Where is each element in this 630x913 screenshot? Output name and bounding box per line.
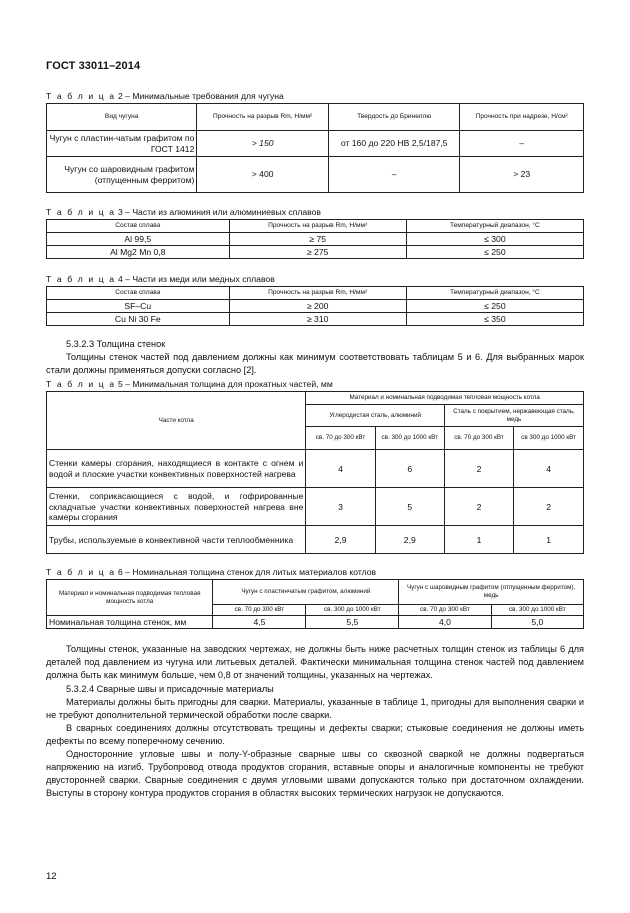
table-6-range: св. 300 до 1000 кВт	[491, 605, 583, 616]
caption-lead: Т а б л и ц а	[46, 274, 116, 284]
table-5-header-parts: Части котла	[47, 392, 306, 450]
table-cell: 2,9	[306, 526, 375, 554]
table-cell: 4	[306, 450, 375, 488]
table-cell: 3	[306, 488, 375, 526]
table-4-header-temperature: Температурный диапазон, °С	[406, 287, 583, 300]
document-page	[46, 60, 584, 800]
table-2-header-type: Вид чугуна	[47, 104, 197, 131]
table-5-range: св. 300 до 1000 кВт	[375, 427, 444, 450]
table-2-caption	[46, 91, 584, 101]
caption-text: 2 – Минимальные требования для чугуна	[115, 91, 284, 101]
table-2	[46, 103, 584, 193]
table-3	[46, 219, 584, 259]
table-cell: 1	[514, 526, 584, 554]
table-cell: ≥ 75	[229, 233, 406, 246]
table-cell: SF–Cu	[47, 300, 230, 313]
table-5-range: св. 70 до 300 кВт	[444, 427, 513, 450]
section-title-5324: 5.3.2.4 Сварные швы и присадочные материалы	[66, 683, 274, 694]
table-cell: Cu Ni 30 Fe	[47, 313, 230, 326]
table-2-header-notch: Прочность при надрезе, Н/см²	[460, 104, 584, 131]
table-cell: Чугун с пластин-чатым графитом по ГОСТ 1412	[47, 131, 197, 157]
caption-lead: Т а б л и ц а	[46, 91, 116, 101]
table-2-header-strength: Прочность на разрыв Rm, Н/мм²	[197, 104, 329, 131]
table-3-header-alloy: Состав сплава	[47, 220, 230, 233]
table-row-label: Стенки, соприкасающиеся с водой, и гофрированные складчатые участки конвективных поверхностей нагрева вне камеры сгорания	[47, 488, 306, 526]
table-3-caption	[46, 207, 584, 217]
caption-text: 5 – Минимальная толщина для прокатных частей, мм	[115, 379, 333, 390]
paragraph: В сварных соединениях должны отсутствовать трещины и дефекты сварки; стыковые соединения не должны иметь дефекты по всему поперечному сечению.	[46, 722, 584, 746]
table-cell: ≤ 250	[406, 300, 583, 313]
table-cell: 5,0	[491, 616, 583, 629]
table-cell: ≥ 200	[229, 300, 406, 313]
table-cell: 4,0	[399, 616, 491, 629]
table-4	[46, 286, 584, 326]
table-cell: Чугун со шаровидным графитом (отпущенным ферритом)	[47, 157, 197, 193]
page-number: 12	[46, 871, 57, 882]
table-5-header-group: Материал и номинальная подводимая тепловая мощность котла	[306, 392, 584, 405]
table-row-label: Стенки камеры сгорания, находящиеся в контакте с огнем и водой и плоские участки конвективных поверхностей нагрева	[47, 450, 306, 488]
table-cell: 4	[514, 450, 584, 488]
table-cell: ≥ 275	[229, 246, 406, 259]
table-6-header-spheroid: Чугун с шаровидным графитом (отпущенным ферритом), медь	[399, 580, 584, 605]
table-cell: ≥ 310	[229, 313, 406, 326]
table-6-header-material: Материал и номинальная подводимая тепловая мощность котла	[47, 580, 213, 616]
table-2-header-hardness: Твердость до Бринеллю	[328, 104, 460, 131]
section-title-5323: 5.3.2.3 Толщина стенок	[66, 339, 166, 349]
table-cell: 6	[375, 450, 444, 488]
table-cell: ≤ 300	[406, 233, 583, 246]
table-cell: ≤ 350	[406, 313, 583, 326]
table-6-header-lamellar: Чугун с пластинчатым графитом, алюминий	[213, 580, 399, 605]
paragraph: Односторонние угловые швы и полу-Y-образные сварные швы со сквозной сваркой не должны подвергаться напряжению на изгиб. Трубопровод отвода продуктов сгорания, вставные опоры и аналогичные компоненты не требуют двусторонней сварки. Сварные соединения с двумя угловыми швами допускаются только при достаточном охлаждении. Выступы в сторону контура продуктов сгорания в областях высоких термических нагрузок не допускаются.	[46, 749, 584, 799]
table-cell: 2	[514, 488, 584, 526]
table-row-label: Номинальная толщина стенок, мм	[47, 616, 213, 629]
table-3-header-strength: Прочность на разрыв Rm, Н/мм²	[229, 220, 406, 233]
table-5-header-carbon-steel: Углеродистая сталь, алюминий	[306, 405, 445, 427]
table-6-range: св. 300 до 1000 кВт	[306, 605, 399, 616]
caption-lead: Т а б л и ц а	[46, 567, 116, 578]
table-5	[46, 391, 584, 554]
caption-text: 4 – Части из меди или медных сплавов	[115, 274, 275, 284]
caption-lead: Т а б л и ц а	[46, 379, 116, 390]
table-cell: > 150	[197, 131, 329, 157]
table-3-header-temperature: Температурный диапазон, °С	[406, 220, 583, 233]
table-5-caption	[46, 379, 584, 389]
caption-text: 3 – Части из алюминия или алюминиевых сплавов	[115, 207, 321, 217]
paragraph: Материалы должны быть пригодны для сварки. Материалы, указанные в таблице 1, пригодны для выполнения сварки и не требуют дополнительной термической обработки после сварки.	[46, 696, 584, 720]
table-cell: 5	[375, 488, 444, 526]
table-cell: Al 99,5	[47, 233, 230, 246]
table-cell: Al Mg2 Mn 0,8	[47, 246, 230, 259]
caption-text: 6 – Номинальная толщина стенок для литых материалов котлов	[115, 567, 377, 578]
table-cell: 1	[444, 526, 513, 554]
document-header: ГОСТ 33011–2014	[46, 60, 141, 72]
table-cell: 5,5	[306, 616, 399, 629]
table-cell: ≤ 250	[406, 246, 583, 259]
table-cell: 2	[444, 488, 513, 526]
table-4-header-strength: Прочность на разрыв Rm, Н/мм²	[229, 287, 406, 300]
table-4-caption	[46, 274, 584, 284]
paragraph: Толщины стенок, указанные на заводских чертежах, не должны быть ниже расчетных толщин стенок из таблицы 6 для деталей под давлением из чугуна или литьевых деталей. Фактически минимальная толщина стенок частей под давлением должна быть как минимум больше, чем 0,8 от значений толщины, указанных на чертежах.	[46, 644, 584, 681]
table-row-label: Трубы, используемые в конвективной части теплообменника	[47, 526, 306, 554]
table-4-header-alloy: Состав сплава	[47, 287, 230, 300]
table-cell: от 160 до 220 НВ 2,5/187,5	[328, 131, 460, 157]
table-cell: –	[328, 157, 460, 193]
table-cell: > 23	[460, 157, 584, 193]
paragraph: Толщины стенок частей под давлением должны как минимум соответствовать таблицам 5 и 6. Для выбранных марок стали должны применяться допуски согласно [2].	[46, 352, 584, 376]
table-6	[46, 579, 584, 629]
table-5-range: св. 70 до 300 кВт	[306, 427, 375, 450]
table-5-range: св 300 до 1000 кВт	[514, 427, 584, 450]
table-cell: 4,5	[213, 616, 306, 629]
table-6-caption	[46, 567, 584, 577]
table-6-range: св. 70 до 300 кВт	[213, 605, 306, 616]
table-cell: 2,9	[375, 526, 444, 554]
table-6-range: св. 70 до 300 кВт	[399, 605, 491, 616]
caption-lead: Т а б л и ц а	[46, 207, 116, 217]
table-cell: –	[460, 131, 584, 157]
table-cell: > 400	[197, 157, 329, 193]
table-cell: 2	[444, 450, 513, 488]
table-5-header-coated-steel: Сталь с покрытием, нержавеющая сталь, медь	[444, 405, 583, 427]
